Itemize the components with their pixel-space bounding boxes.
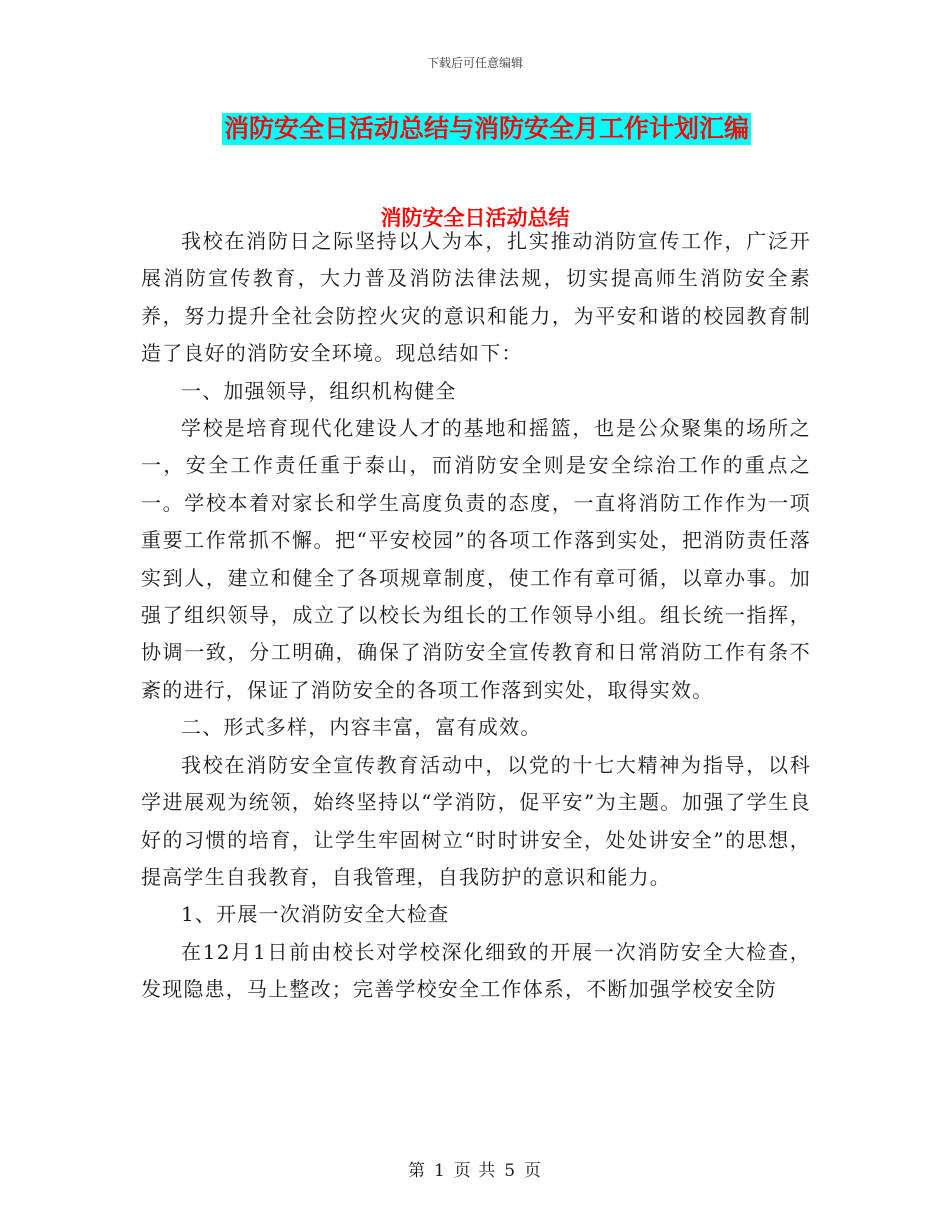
paragraph-inspection: 在12月1日前由校长对学校深化细致的开展一次消防安全大检查，发现隐患，马上整改；完善学校安全工作体系，不断加强学校安全防 [141, 939, 811, 1002]
page-suffix: 页 [524, 1161, 543, 1181]
page-current: 1 [433, 1161, 446, 1181]
heading-inspection: 1、开展一次消防安全大检查 [181, 902, 450, 927]
heading-forms: 二、形式多样，内容丰富，富有成效。 [181, 715, 542, 740]
section-title: 消防安全日活动总结 [380, 206, 570, 230]
page-total: 5 [504, 1161, 517, 1181]
page-mid: 页 共 [453, 1161, 497, 1181]
document-title: 消防安全日活动总结与消防安全月工作计划汇编 [224, 114, 750, 143]
paragraph-leadership: 学校是培育现代化建设人才的基地和摇篮，也是公众聚集的场所之一，安全工作责任重于泰山，而消防安全则是安全综治工作的重点之一。学校本着对家长和学生高度负责的态度，一直将消防工作作为一项重要工作常抓不懈。把“平安校园”的各项工作落到实处，把消防责任落实到人，建立和健全了各项规章制度，使工作有章可循，以章办事。加强了组织领导，成立了以校长为组长的工作领导小组。组长统一指挥，协调一致，分工明确，确保了消防安全宣传教育和日常消防工作有条不紊的进行，保证了消防安全的各项工作落到实处，取得实效。 [141, 416, 811, 702]
document-body [141, 223, 811, 1009]
page-footer [0, 1156, 950, 1181]
header-note: 下载后可任意编辑 [426, 56, 523, 70]
paragraph-intro: 我校在消防日之际坚持以人为本，扎实推动消防宣传工作，广泛开展消防宣传教育，大力普及消防法律法规，切实提高师生消防安全素养，努力提升全社会防控火灾的意识和能力，为平安和谐的校园教育制造了良好的消防安全环境。现总结如下： [141, 229, 811, 366]
paragraph-forms: 我校在消防安全宣传教育活动中，以党的十七大精神为指导，以科学进展观为统领，始终坚持以“学消防，促平安”为主题。加强了学生良好的习惯的培育，让学生牢固树立“时时讲安全，处处讲安全”的思想，提高学生自我教育，自我管理，自我防护的意识和能力。 [141, 752, 811, 889]
page-prefix: 第 [407, 1161, 426, 1181]
heading-leadership: 一、加强领导，组织机构健全 [181, 378, 457, 403]
